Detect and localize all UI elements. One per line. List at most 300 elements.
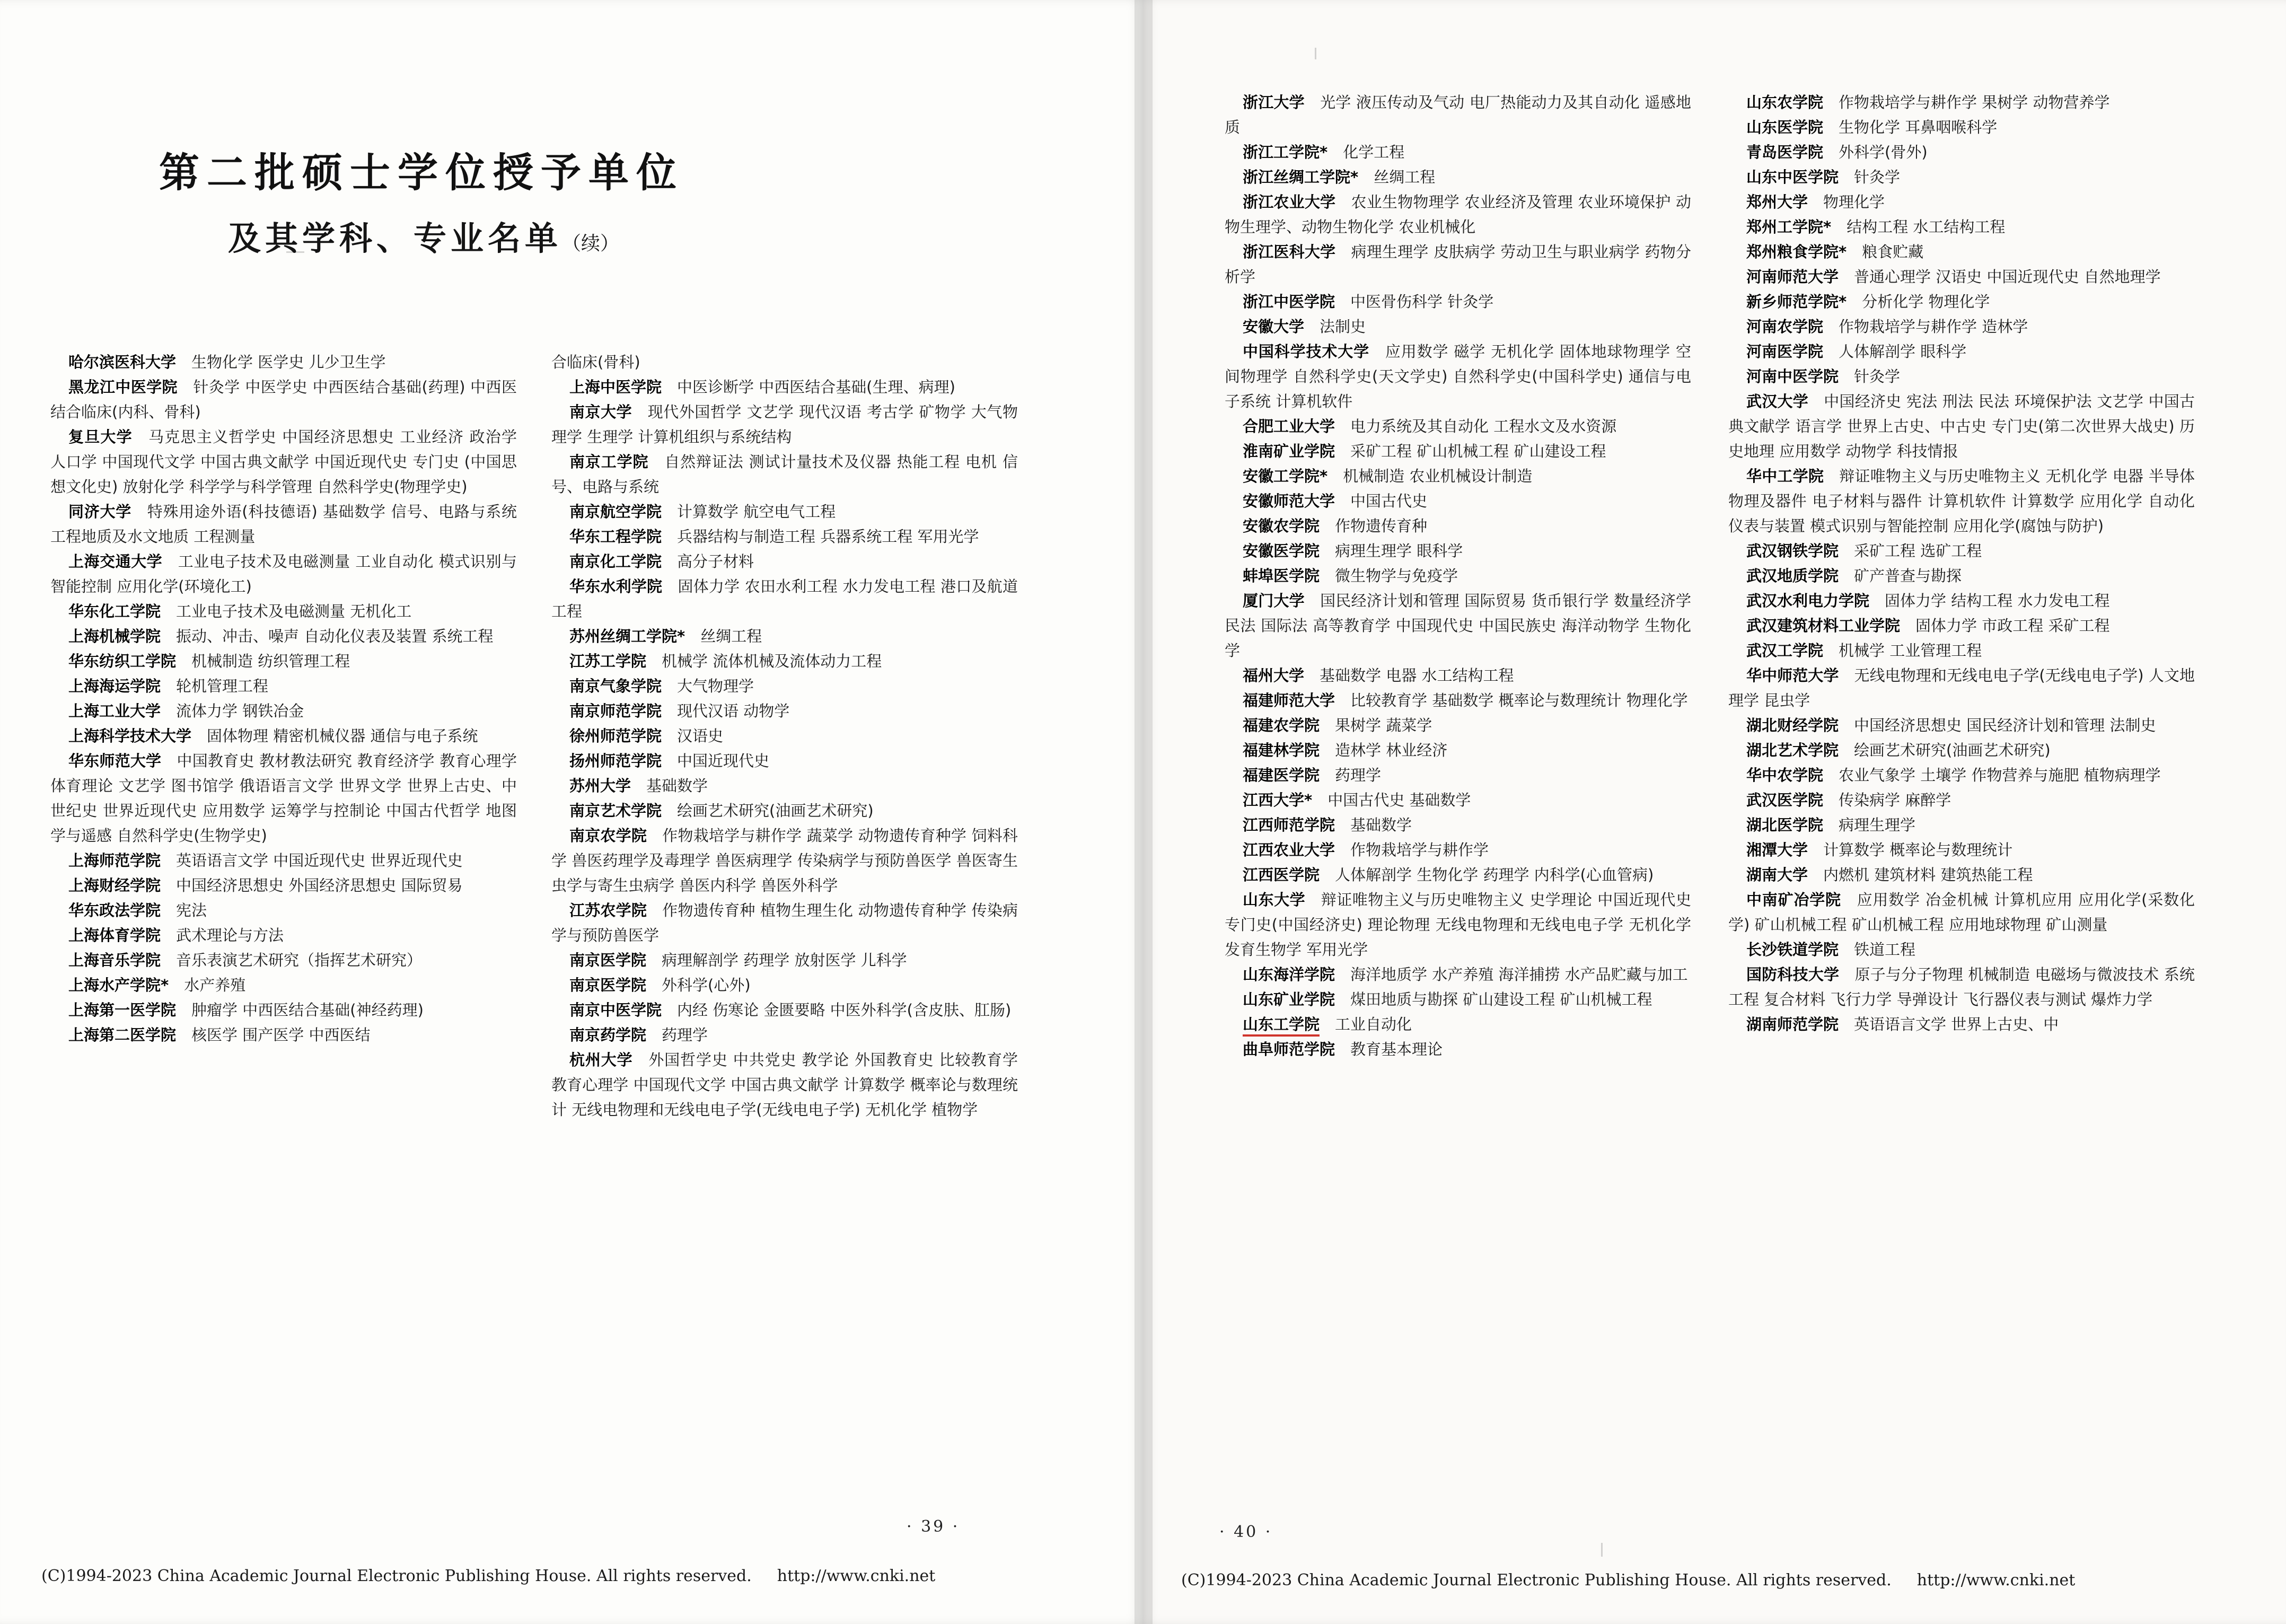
page-subtitle-note: （续） [562, 233, 620, 254]
institution-name: 武汉工学院 [1746, 642, 1824, 660]
discipline-list: 现代外国哲学 文艺学 现代汉语 考古学 矿物学 大气物理学 生理学 计算机组织与系统结构 [551, 403, 1018, 446]
institution-name: 合肥工业大学 [1243, 417, 1335, 435]
institution-name: 江苏农学院 [569, 901, 647, 919]
right-footer-url[interactable]: http://www.cnki.net [1916, 1571, 2076, 1590]
scan-speck [286, 251, 304, 253]
discipline-list: 作物遗传育种 植物生理生化 动物遗传育种学 传染病学与预防兽医学 [551, 901, 1018, 944]
institution-name: 湖南大学 [1746, 866, 1808, 884]
discipline-list: 针灸学 [1854, 367, 1901, 385]
institution-name: 上海工业大学 [68, 702, 161, 720]
discipline-list: 兵器结构与制造工程 兵器系统工程 军用光学 [677, 528, 979, 546]
discipline-list: 药理学 [1335, 766, 1382, 784]
discipline-list: 人体解剖学 生物化学 药理学 内科学(心血管病) [1335, 866, 1654, 884]
entry-row [1225, 90, 1691, 140]
entry-row [1728, 240, 2195, 265]
page-subtitle-main: 及其学科、专业名单 [228, 219, 562, 258]
institution-name: 上海交通大学 [68, 552, 163, 570]
discipline-list: 无线电物理和无线电电子学(无线电电子学) 人文地理学 昆虫学 [1728, 666, 2195, 709]
entry-row [551, 798, 1018, 823]
discipline-list: 结构工程 水工结构工程 [1847, 218, 2006, 236]
discipline-list: 病理生理学 [1839, 816, 1916, 834]
entry-row [551, 774, 1018, 798]
discipline-list: 煤田地质与勘探 矿山建设工程 矿山机械工程 [1350, 990, 1652, 1008]
entry-row [1728, 339, 2195, 364]
institution-name: 江西大学* [1243, 791, 1313, 809]
discipline-list: 丝绸工程 [700, 627, 762, 645]
institution-name: 南京航空学院 [569, 503, 662, 521]
discipline-list: 英语语言文学 中国近现代史 世界近现代史 [176, 851, 463, 870]
institution-name: 河南农学院 [1746, 318, 1824, 336]
institution-name: 华中工学院 [1746, 467, 1824, 485]
discipline-list: 合临床(骨科) [551, 353, 640, 371]
entry-row [1728, 364, 2195, 389]
institution-name: 武汉大学 [1746, 392, 1808, 410]
institution-name: 武汉医学院 [1746, 791, 1824, 809]
institution-name: 安徽师范大学 [1243, 492, 1335, 510]
discipline-list: 中医骨伤科学 针灸学 [1350, 293, 1494, 311]
discipline-list: 病理生理学 皮肤病学 劳动卫生与职业病学 药物分析学 [1225, 243, 1691, 286]
institution-name: 江西医学院 [1243, 866, 1320, 884]
institution-name: 浙江中医学院 [1243, 293, 1335, 311]
discipline-list: 生物化学 医学史 儿少卫生学 [191, 353, 386, 371]
institution-name: 福州大学 [1243, 666, 1305, 684]
institution-name: 福建医学院 [1243, 766, 1320, 784]
institution-name: 上海师范学院 [68, 851, 161, 870]
entry-row [1728, 539, 2195, 564]
institution-name: 上海中医学院 [569, 378, 662, 396]
discipline-list: 分析化学 物理化学 [1862, 293, 1990, 311]
institution-name: 青岛医学院 [1746, 143, 1824, 161]
institution-name: 浙江农业大学 [1243, 193, 1336, 211]
left-footer-url[interactable]: http://www.cnki.net [777, 1567, 936, 1585]
discipline-list: 作物栽培学与耕作学 果树学 动物营养学 [1839, 93, 2110, 111]
discipline-list: 采矿工程 矿山机械工程 矿山建设工程 [1350, 442, 1606, 460]
discipline-list: 海洋地质学 水产养殖 海洋捕捞 水产品贮藏与加工 [1350, 965, 1688, 984]
entry-row [1225, 863, 1691, 888]
entry-row [50, 699, 517, 724]
entry-row [551, 624, 1018, 649]
discipline-list: 工业自动化 [1335, 1015, 1412, 1033]
discipline-list: 普通心理学 汉语史 中国近现代史 自然地理学 [1854, 268, 2161, 286]
discipline-list: 针灸学 [1854, 168, 1901, 186]
discipline-list: 生物化学 耳鼻咽喉科学 [1839, 118, 1998, 136]
institution-name: 湖北艺术学院 [1746, 741, 1839, 759]
entry-row [1225, 464, 1691, 489]
entry-row [1225, 813, 1691, 838]
discipline-list: 计算数学 航空电气工程 [677, 503, 836, 521]
entry-row [551, 674, 1018, 699]
discipline-list: 比较教育学 基础数学 概率论与数理统计 物理化学 [1350, 691, 1688, 709]
institution-name: 山东医学院 [1746, 118, 1824, 136]
institution-name: 华东政法学院 [68, 901, 161, 919]
entry-row [1225, 763, 1691, 788]
discipline-list: 工业电子技术及电磁测量 无机化工 [176, 602, 412, 620]
institution-name: 河南师范大学 [1746, 268, 1839, 286]
page-subtitle [228, 212, 1023, 259]
institution-name: 华中师范大学 [1746, 666, 1839, 684]
discipline-list: 病理生理学 眼科学 [1335, 542, 1463, 560]
discipline-list: 中国经济思想史 国民经济计划和管理 法制史 [1854, 716, 2156, 734]
discipline-list: 自然辩证法 测试计量技术及仪器 热能工程 电机 信号、电路与系统 [551, 453, 1018, 496]
discipline-list: 英语语言文学 世界上古史、中 [1854, 1015, 2059, 1033]
entry-row [1728, 265, 2195, 289]
institution-name: 武汉建筑材料工业学院 [1746, 617, 1901, 635]
institution-name: 浙江丝绸工学院* [1243, 168, 1359, 186]
institution-name: 上海音乐学院 [68, 951, 161, 969]
institution-name: 华中农学院 [1746, 766, 1824, 784]
institution-name: 徐州师范学院 [569, 727, 662, 745]
entry-row [1728, 589, 2195, 613]
institution-name: 山东大学 [1243, 891, 1306, 909]
institution-name: 武汉地质学院 [1746, 567, 1839, 585]
discipline-list: 音乐表演艺术研究（指挥艺术研究） [176, 951, 423, 969]
institution-name: 上海财经学院 [68, 876, 161, 894]
entry-row [1728, 763, 2195, 788]
discipline-list: 作物栽培学与耕作学 [1350, 841, 1489, 859]
entry-row [50, 998, 517, 1023]
discipline-list: 基础数学 电器 水工结构工程 [1320, 666, 1514, 684]
discipline-list: 机械学 流体机械及流体动力工程 [662, 652, 882, 670]
entry-row [1225, 539, 1691, 564]
discipline-list: 基础数学 [646, 777, 708, 795]
right-page-column-1 [1225, 90, 1691, 1062]
entry-row [1225, 688, 1691, 713]
institution-name: 中南矿冶学院 [1746, 891, 1841, 909]
institution-name: 上海水产学院* [68, 976, 169, 994]
entry-row [1728, 613, 2195, 638]
entry-row [551, 499, 1018, 524]
left-page-column-2 [551, 350, 1018, 1122]
institution-name: 浙江大学 [1243, 93, 1305, 111]
book-gutter [1135, 0, 1153, 1624]
entry-row [50, 923, 517, 948]
institution-name: 苏州大学 [569, 777, 631, 795]
institution-name: 南京艺术学院 [569, 802, 662, 820]
institution-name: 湖北医学院 [1746, 816, 1824, 834]
scan-speck [1601, 1543, 1603, 1557]
discipline-list: 马克思主义哲学史 中国经济思想史 工业经济 政治学 人口学 中国现代文学 中国古典文献学 中国近现代史 专门史 (中国思想文化史) 放射化学 科学学与科学管理 自然科学史(物理学史) [50, 428, 517, 496]
institution-name: 南京中医学院 [569, 1001, 662, 1019]
discipline-list: 宪法 [176, 901, 207, 919]
institution-name: 苏州丝绸工学院* [569, 627, 685, 645]
entry-row [1225, 165, 1691, 190]
right-page-footer [1181, 1571, 2075, 1590]
entry-row [1728, 314, 2195, 339]
entry-row [1728, 140, 2195, 165]
discipline-list: 法制史 [1320, 318, 1366, 336]
entry-row [50, 749, 517, 848]
discipline-list: 矿产普查与勘探 [1854, 567, 1962, 585]
discipline-list: 绘画艺术研究(油画艺术研究) [1854, 741, 2051, 759]
discipline-list: 物理化学 [1823, 193, 1885, 211]
institution-name: 华东化工学院 [68, 602, 161, 620]
entry-row [1728, 215, 2195, 240]
institution-name: 湖南师范学院 [1746, 1015, 1839, 1033]
entry-row [1225, 962, 1691, 987]
entry-row [1728, 115, 2195, 140]
entry-row [551, 699, 1018, 724]
entry-row [1728, 962, 2195, 1012]
institution-name: 浙江医科大学 [1243, 243, 1336, 261]
entry-row [50, 1023, 517, 1048]
page-title: 第二批硕士学位授予单位 [159, 149, 684, 196]
discipline-list: 高分子材料 [677, 552, 754, 570]
institution-name: 新乡师范学院* [1746, 293, 1847, 311]
discipline-list: 中国教育史 教材教法研究 教育经济学 教育心理学 体育理论 文艺学 图书馆学 俄语语言文学 世界文学 世界上古史、中世纪史 世界近现代史 应用数学 运筹学与控制论 中国古代哲学 地图学与遥感 自然科学史(生物学史) [50, 752, 517, 845]
institution-name: 山东海洋学院 [1243, 965, 1335, 984]
entry-row [50, 375, 517, 425]
institution-name: 华东工程学院 [569, 528, 662, 546]
entry-row [551, 948, 1018, 973]
entry-row [50, 499, 517, 549]
discipline-list: 中国古代史 基础数学 [1327, 791, 1471, 809]
institution-name: 复旦大学 [68, 428, 133, 446]
discipline-list: 中国古代史 [1350, 492, 1428, 510]
institution-name: 武汉钢铁学院 [1746, 542, 1839, 560]
left-footer-copyright: (C)1994-2023 China Academic Journal Electronic Publishing House. All rights reserved. [41, 1567, 752, 1585]
institution-name: 曲阜师范学院 [1243, 1040, 1335, 1058]
institution-name: 上海第二医学院 [68, 1026, 177, 1044]
institution-name: 福建林学院 [1243, 741, 1320, 759]
entry-row [551, 898, 1018, 948]
entry-row [551, 375, 1018, 400]
entry-row [1728, 663, 2195, 713]
entry-row [1225, 140, 1691, 165]
discipline-list: 采矿工程 选矿工程 [1854, 542, 1982, 560]
institution-name: 蚌埠医学院 [1243, 567, 1320, 585]
right-footer-copyright: (C)1994-2023 China Academic Journal Electronic Publishing House. All rights reserved. [1181, 1571, 1892, 1590]
entry-row [1728, 289, 2195, 314]
entry-row [1225, 838, 1691, 863]
discipline-list: 中国近现代史 [677, 752, 770, 770]
institution-name: 郑州粮食学院* [1746, 243, 1847, 261]
institution-name: 华东纺织工学院 [68, 652, 177, 670]
entry-row [551, 350, 1018, 375]
discipline-list: 果树学 蔬菜学 [1335, 716, 1432, 734]
institution-name: 中国科学技术大学 [1243, 343, 1369, 361]
institution-name: 山东中医学院 [1746, 168, 1839, 186]
entry-row [1225, 489, 1691, 514]
discipline-list: 作物遗传育种 [1335, 517, 1428, 535]
institution-name: 山东工学院 [1243, 1015, 1320, 1037]
institution-name: 国防科技大学 [1746, 965, 1840, 984]
discipline-list: 农业气象学 土壤学 作物营养与施肥 植物病理学 [1839, 766, 2161, 784]
entry-row [1225, 414, 1691, 439]
discipline-list: 药理学 [662, 1026, 708, 1044]
entry-row [551, 1023, 1018, 1048]
entry-row [50, 724, 517, 749]
entry-row [1225, 788, 1691, 813]
discipline-list: 中国经济史 宪法 刑法 民法 环境保护法 文艺学 中国古典文献学 语言学 世界上古史、中古史 专门史(第二次世界大战史) 历史地理 应用数学 动物学 科技情报 [1728, 392, 2195, 460]
entry-row [1225, 439, 1691, 464]
institution-name: 南京师范学院 [569, 702, 662, 720]
institution-name: 河南中医学院 [1746, 367, 1839, 385]
discipline-list: 固体物理 精密机械仪器 通信与电子系统 [207, 727, 478, 745]
institution-name: 山东矿业学院 [1243, 990, 1335, 1008]
entry-row [50, 898, 517, 923]
entry-row [1225, 314, 1691, 339]
entry-row [1225, 738, 1691, 763]
discipline-list: 针灸学 中医学史 中西医结合基础(药理) 中西医结合临床(内科、骨科) [50, 378, 517, 421]
discipline-list: 计算数学 概率论与数理统计 [1823, 841, 2013, 859]
discipline-list: 内燃机 建筑材料 建筑热能工程 [1823, 866, 2033, 884]
institution-name: 武汉水利电力学院 [1746, 592, 1870, 610]
entry-row [551, 1048, 1018, 1122]
institution-name: 上海科学技术大学 [68, 727, 192, 745]
discipline-list: 振动、冲击、噪声 自动化仪表及装置 系统工程 [176, 627, 494, 645]
entry-row [551, 450, 1018, 499]
discipline-list: 固体力学 结构工程 水力发电工程 [1885, 592, 2110, 610]
entry-row [551, 524, 1018, 549]
entry-row [1225, 514, 1691, 539]
institution-name: 淮南矿业学院 [1243, 442, 1335, 460]
entry-row [551, 749, 1018, 774]
entry-row [50, 549, 517, 599]
discipline-list: 汉语史 [677, 727, 724, 745]
discipline-list: 微生物学与免疫学 [1335, 567, 1458, 585]
discipline-list: 外科学(心外) [662, 976, 751, 994]
discipline-list: 武术理论与方法 [176, 926, 284, 944]
entry-row [551, 998, 1018, 1023]
entry-row [1225, 1037, 1691, 1062]
discipline-list: 绘画艺术研究(油画艺术研究) [677, 802, 874, 820]
discipline-list: 固体力学 农田水利工程 水力发电工程 港口及航道工程 [551, 577, 1018, 620]
discipline-list: 水产养殖 [184, 976, 246, 994]
right-page-column-2 [1728, 90, 2195, 1037]
discipline-list: 造林学 林业经济 [1335, 741, 1448, 759]
entry-row [50, 624, 517, 649]
discipline-list: 机械学 工业管理工程 [1839, 642, 1982, 660]
discipline-list: 流体力学 钢铁冶金 [176, 702, 304, 720]
entry-row [1728, 888, 2195, 937]
entry-row [50, 350, 517, 375]
discipline-list: 作物栽培学与耕作学 造林学 [1839, 318, 2028, 336]
entry-row [1225, 289, 1691, 314]
institution-name: 南京农学院 [569, 827, 647, 845]
institution-name: 山东农学院 [1746, 93, 1824, 111]
institution-name: 南京药学院 [569, 1026, 647, 1044]
discipline-list: 应用数学 冶金机械 计算机应用 应用化学(采数化学) 矿山机械工程 矿山机械工程 应用地球物理 矿山测量 [1728, 891, 2195, 934]
institution-name: 南京医学院 [569, 951, 647, 969]
institution-name: 哈尔滨医科大学 [68, 353, 177, 371]
entry-row [1728, 564, 2195, 589]
right-page-number: · 40 · [1219, 1523, 1273, 1541]
entry-row [1728, 638, 2195, 663]
discipline-list: 中国经济思想史 外国经济思想史 国际贸易 [176, 876, 463, 894]
entry-row [1728, 937, 2195, 962]
institution-name: 华东师范大学 [68, 752, 162, 770]
discipline-list: 辩证唯物主义与历史唯物主义 史学理论 中国近现代史 专门史(中国经济史) 理论物理 无线电物理和无线电电子学 无机化学 发育生物学 军用光学 [1225, 891, 1691, 959]
institution-name: 江西农业大学 [1243, 841, 1335, 859]
discipline-list: 轮机管理工程 [176, 677, 269, 695]
entry-row [1225, 339, 1691, 414]
entry-row [1728, 738, 2195, 763]
entry-row [551, 973, 1018, 998]
discipline-list: 现代汉语 动物学 [677, 702, 790, 720]
institution-name: 厦门大学 [1243, 592, 1305, 610]
institution-name: 华东水利学院 [569, 577, 663, 595]
institution-name: 南京医学院 [569, 976, 647, 994]
institution-name: 浙江工学院* [1243, 143, 1328, 161]
entry-row [1728, 190, 2195, 215]
discipline-list: 基础数学 [1350, 816, 1412, 834]
entry-row [551, 649, 1018, 674]
discipline-list: 光学 液压传动及气动 电厂热能动力及其自动化 遥感地质 [1225, 93, 1691, 136]
entry-row [551, 574, 1018, 624]
discipline-list: 肿瘤学 中西医结合基础(神经药理) [191, 1001, 424, 1019]
entry-row [1728, 90, 2195, 115]
entry-row [1225, 987, 1691, 1012]
entry-row [50, 948, 517, 973]
entry-row [1225, 589, 1691, 663]
discipline-list: 机械制造 纺织管理工程 [191, 652, 350, 670]
discipline-list: 粮食贮藏 [1862, 243, 1924, 261]
discipline-list: 电力系统及其自动化 工程水文及水资源 [1350, 417, 1617, 435]
discipline-list: 铁道工程 [1854, 941, 1916, 959]
institution-name: 福建师范大学 [1243, 691, 1335, 709]
institution-name: 长沙铁道学院 [1746, 941, 1839, 959]
institution-name: 安徽农学院 [1243, 517, 1320, 535]
entry-row [50, 425, 517, 499]
discipline-list: 工业电子技术及电磁测量 工业自动化 模式识别与智能控制 应用化学(环境化工) [50, 552, 517, 595]
institution-name: 南京大学 [569, 403, 632, 421]
entry-row [50, 674, 517, 699]
entry-row [1225, 240, 1691, 289]
discipline-list: 特殊用途外语(科技德语) 基础数学 信号、电路与系统 工程地质及水文地质 工程测量 [50, 503, 517, 546]
discipline-list: 传染病学 麻醉学 [1839, 791, 1951, 809]
discipline-list: 教育基本理论 [1350, 1040, 1443, 1058]
entry-row [551, 400, 1018, 450]
entry-row [50, 848, 517, 873]
institution-name: 黑龙江中医学院 [68, 378, 178, 396]
institution-name: 江西师范学院 [1243, 816, 1335, 834]
discipline-list: 原子与分子物理 机械制造 电磁场与微波技术 系统工程 复合材料 飞行力学 导弹设计 飞行器仪表与测试 爆炸力学 [1728, 965, 2195, 1008]
institution-name: 南京化工学院 [569, 552, 662, 570]
discipline-list: 应用数学 磁学 无机化学 固体地球物理学 空间物理学 自然科学史(天文学史) 自然科学史(中国科学史) 通信与电子系统 计算机软件 [1225, 343, 1691, 410]
entry-row [50, 973, 517, 998]
entry-row [1225, 713, 1691, 738]
discipline-list: 内经 伤寒论 金匮要略 中医外科学(含皮肤、肛肠) [677, 1001, 1012, 1019]
entry-row [50, 599, 517, 624]
entry-row [1728, 713, 2195, 738]
institution-name: 湘潭大学 [1746, 841, 1808, 859]
entry-row [1728, 788, 2195, 813]
discipline-list: 病理解剖学 药理学 放射医学 儿科学 [662, 951, 907, 969]
institution-name: 上海体育学院 [68, 926, 161, 944]
institution-name: 上海海运学院 [68, 677, 161, 695]
discipline-list: 丝绸工程 [1374, 168, 1436, 186]
discipline-list: 外国哲学史 中共党史 教学论 外国教育史 比较教育学 教育心理学 中国现代文学 中国古典文献学 计算数学 概率论与数理统计 无线电物理和无线电电子学(无线电电子学) 无机化学 植物学 [551, 1051, 1018, 1119]
discipline-list: 中医诊断学 中西医结合基础(生理、病理) [677, 378, 955, 396]
discipline-list: 机械制造 农业机械设计制造 [1343, 467, 1533, 485]
left-page-column-1 [50, 350, 517, 1048]
scan-speck [1315, 48, 1316, 59]
institution-name: 南京工学院 [569, 453, 649, 471]
entry-row [551, 823, 1018, 898]
institution-name: 湖北财经学院 [1746, 716, 1839, 734]
institution-name: 扬州师范学院 [569, 752, 662, 770]
entry-row [1225, 663, 1691, 688]
discipline-list: 化学工程 [1343, 143, 1405, 161]
entry-row [1225, 888, 1691, 962]
entry-row [50, 873, 517, 898]
entry-row [50, 649, 517, 674]
institution-name: 安徽医学院 [1243, 542, 1320, 560]
entry-row [1728, 863, 2195, 888]
institution-name: 上海第一医学院 [68, 1001, 177, 1019]
entry-row [1728, 165, 2195, 190]
entry-row [1728, 838, 2195, 863]
